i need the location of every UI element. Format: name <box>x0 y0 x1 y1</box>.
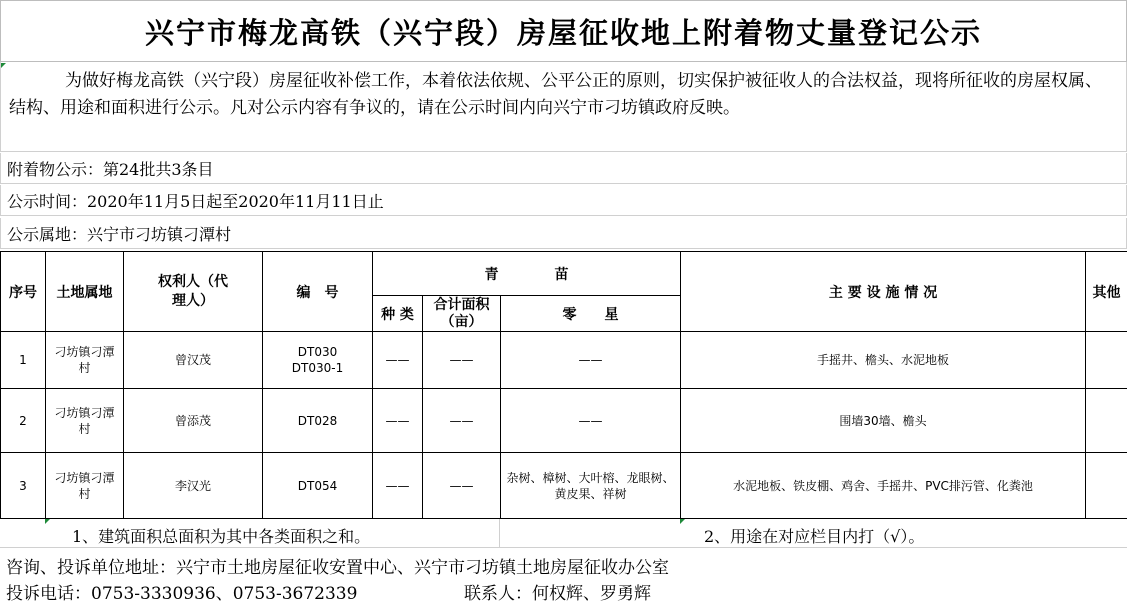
footer-contact: 联系人：何权辉、罗勇辉 <box>464 579 651 604</box>
table-row <box>1 453 1127 519</box>
footer-phone: 投诉电话：0753-3330936、0753-3672339 <box>6 579 357 604</box>
cell-code: DT030 DT030-1 <box>263 332 373 389</box>
note-usage-check: 2、用途在对应栏目内打（√）。 <box>704 524 924 547</box>
header-facilities: 主 要 设 施 情 况 <box>681 252 1086 332</box>
header-scattered: 零 星 <box>501 296 681 332</box>
table-row <box>1 389 1127 453</box>
cell-seq: 1 <box>1 332 46 389</box>
cell-facilities: 手摇井、檐头、水泥地板 <box>681 332 1086 389</box>
cell-kind: —— <box>373 453 423 519</box>
cell-comment-marker <box>1 63 6 68</box>
cell-area: —— <box>423 332 501 389</box>
cell-land-label: 刁坊镇刁潭村 <box>53 405 117 437</box>
cell-scattered-label: 杂树、樟树、大叶榕、龙眼树、黄皮果、祥树 <box>505 470 677 502</box>
header-crops: 青 苗 <box>373 252 681 296</box>
cell-other <box>1086 453 1127 519</box>
notice-title: 兴宁市梅龙高铁（兴宁段）房屋征收地上附着物丈量登记公示 <box>0 0 1127 62</box>
grid-divider <box>499 519 500 547</box>
cell-comment-marker <box>680 519 685 524</box>
cell-owner: 曾添茂 <box>124 389 263 453</box>
info-batch: 附着物公示：第24批共3条目 <box>0 153 1127 184</box>
cell-land <box>46 453 124 519</box>
header-seq: 序号 <box>1 252 46 332</box>
cell-code: DT054 <box>263 453 373 519</box>
cell-seq: 3 <box>1 453 46 519</box>
footer-address: 咨询、投诉单位地址：兴宁市土地房屋征收安置中心、兴宁市刁坊镇土地房屋征收办公室 <box>6 553 669 578</box>
header-owner <box>124 252 263 332</box>
cell-other <box>1086 332 1127 389</box>
cell-land-label: 刁坊镇刁潭村 <box>53 344 117 376</box>
cell-comment-marker <box>45 519 50 524</box>
header-kind: 种 类 <box>373 296 423 332</box>
header-area <box>423 296 501 332</box>
table-row <box>1 332 1127 389</box>
cell-facilities: 水泥地板、铁皮棚、鸡舍、手摇井、PVC排污管、化粪池 <box>681 453 1086 519</box>
header-owner-label: 权利人（代理人） <box>153 273 233 311</box>
cell-kind: —— <box>373 332 423 389</box>
cell-scattered: —— <box>501 389 681 453</box>
cell-area: —— <box>423 453 501 519</box>
header-area-label: 合计面积（亩） <box>427 297 497 331</box>
cell-land <box>46 389 124 453</box>
cell-scattered: —— <box>501 332 681 389</box>
cell-owner: 李汉光 <box>124 453 263 519</box>
registry-table <box>0 251 1127 519</box>
info-period: 公示时间：2020年11月5日起至2020年11月11日止 <box>0 185 1127 216</box>
cell-area: —— <box>423 389 501 453</box>
cell-code: DT028 <box>263 389 373 453</box>
header-other: 其他 <box>1086 252 1127 332</box>
cell-seq: 2 <box>1 389 46 453</box>
header-land: 土地属地 <box>46 252 124 332</box>
cell-scattered <box>501 453 681 519</box>
header-code: 编 号 <box>263 252 373 332</box>
note-area-sum: 1、建筑面积总面积为其中各类面积之和。 <box>72 524 370 547</box>
info-location: 公示属地：兴宁市刁坊镇刁潭村 <box>0 218 1127 249</box>
cell-other <box>1086 389 1127 453</box>
intro-paragraph: 为做好梅龙高铁（兴宁段）房屋征收补偿工作，本着依法依规、公平公正的原则，切实保护被征收人的合法权益，现将所征收的房屋权属、结构、用途和面积进行公示。凡对公示内容有争议的，请在公示时间内向兴宁市刁坊镇政府反映。 <box>0 62 1127 152</box>
cell-kind: —— <box>373 389 423 453</box>
cell-land <box>46 332 124 389</box>
notes-row <box>0 519 1127 548</box>
cell-land-label: 刁坊镇刁潭村 <box>53 470 117 502</box>
cell-facilities: 围墙30墙、檐头 <box>681 389 1086 453</box>
cell-owner: 曾汉茂 <box>124 332 263 389</box>
